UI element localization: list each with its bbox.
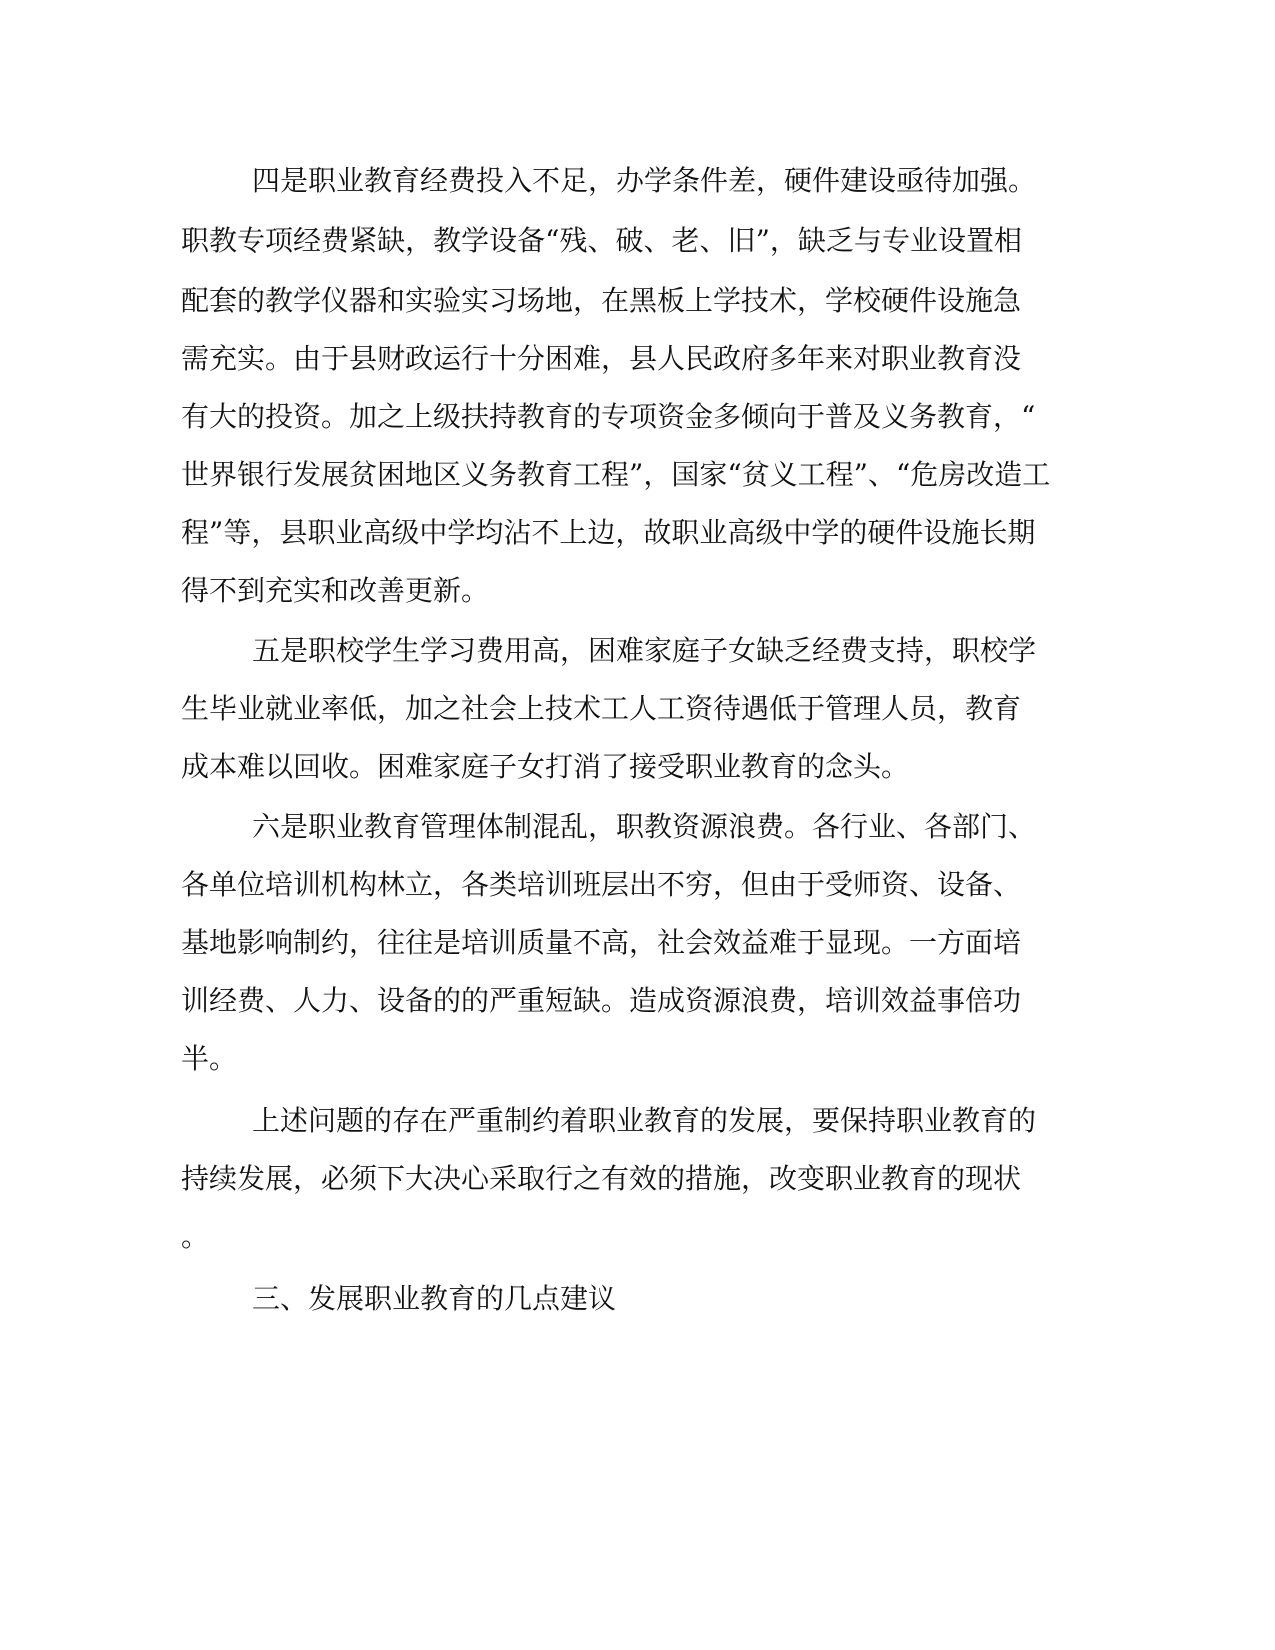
text-line: 持续发展，必须下大决心采取行之有效的措施，改变职业教育的现状 [181,1162,1022,1195]
text-line: 世界银行发展贫困地区义务教育工程”，国家“贫义工程”、“危房改造工 [181,458,1051,491]
section-heading: 三、发展职业教育的几点建议 [252,1282,617,1315]
text-line: 各单位培训机构林立，各类培训班层出不穷，但由于受师资、设备、 [181,868,1022,901]
text-line: 训经费、人力、设备的的严重短缺。造成资源浪费，培训效益事倍功 [181,984,1022,1017]
text-line: 有大的投资。加之上级扶持教育的专项资金多倾向于普及义务教育，“ [181,400,1036,433]
text-line: 生毕业就业率低，加之社会上技术工人工资待遇低于管理人员，教育 [181,692,1022,725]
text-line: 得不到充实和改善更新。 [181,574,490,607]
text-line: 程”等，县职业高级中学均沾不上边，故职业高级中学的硬件设施长期 [181,516,1036,549]
text-line: 。 [181,1220,210,1253]
text-line: 六是职业教育管理体制混乱，职教资源浪费。各行业、各部门、 [252,810,1037,843]
text-line: 半。 [181,1042,238,1075]
text-line: 成本难以回收。困难家庭子女打消了接受职业教育的念头。 [181,750,910,783]
text-line: 配套的教学仪器和实验实习场地，在黑板上学技术，学校硬件设施急 [181,284,1022,317]
text-line: 基地影响制约，往往是培训质量不高，社会效益难于显现。一方面培 [181,926,1022,959]
text-line: 五是职校学生学习费用高，困难家庭子女缺乏经费支持，职校学 [252,634,1037,667]
text-line: 职教专项经费紧缺，教学设备“残、破、老、旧”，缺乏与专业设置相 [181,224,1022,257]
text-line: 需充实。由于县财政运行十分困难，县人民政府多年来对职业教育没 [181,342,1022,375]
text-line: 四是职业教育经费投入不足，办学条件差，硬件建设亟待加强。 [252,164,1037,197]
text-line: 上述问题的存在严重制约着职业教育的发展，要保持职业教育的 [252,1104,1037,1137]
